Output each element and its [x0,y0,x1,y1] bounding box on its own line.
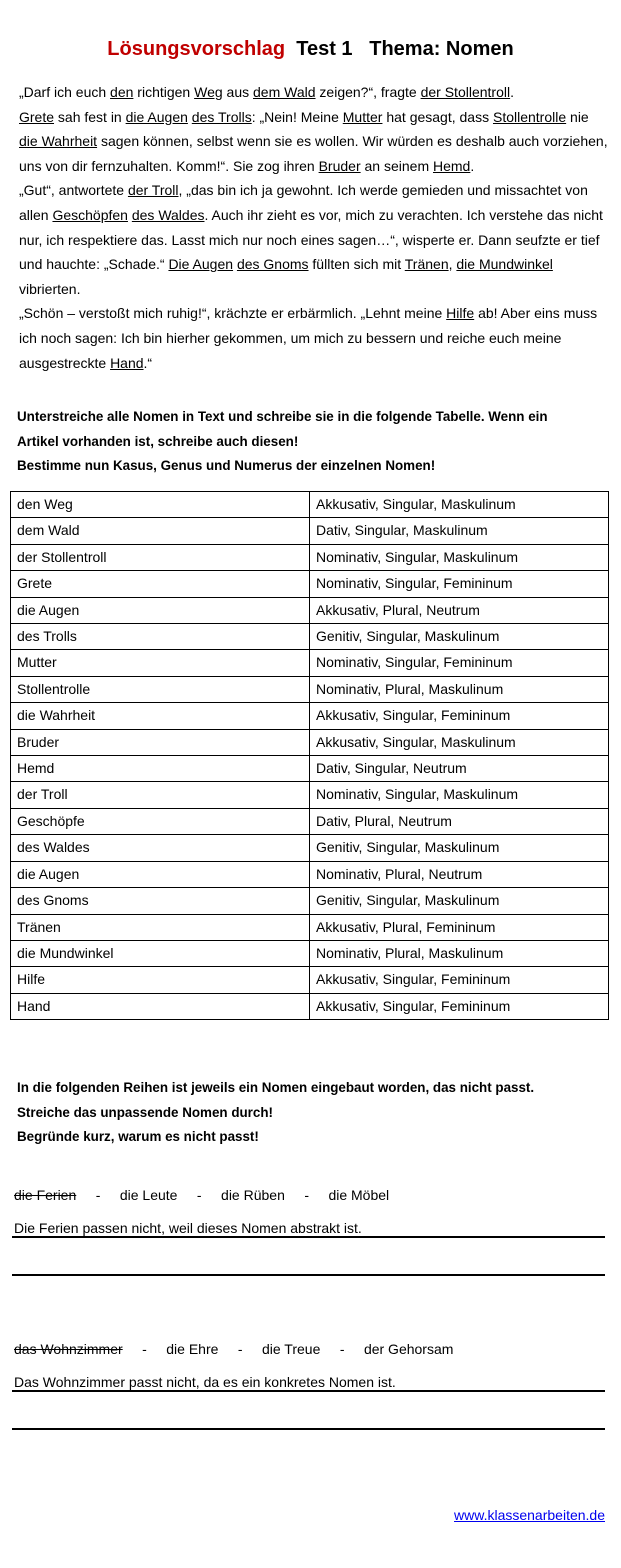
underlined-noun: Hand [110,354,144,371]
answer-line [12,1390,605,1392]
struck-noun: die Ferien [14,1187,77,1203]
story-text-segment: , „das bin ich ja gewohnt. Ich werde gemieden und missachtet von allen [19,182,588,223]
footer-link[interactable]: www.klassenarbeiten.de [454,1507,605,1523]
title-test: Test 1 [296,38,353,60]
story-paragraph [19,80,611,105]
story-text-segment: hat gesagt, dass [382,108,493,125]
story-text-segment: vibrierten. [19,280,81,297]
instruction-line: Artikel vorhanden ist, schreibe auch diesen! [17,433,299,449]
grammar-cell: Akkusativ, Singular, Femininum [310,993,609,1019]
table-row [11,650,609,676]
story-text-segment: aus [222,84,254,100]
grammar-cell: Dativ, Singular, Maskulinum [310,518,609,544]
noun-cell: Stollentrolle [11,676,310,702]
story-text-segment: zeigen?“, fragte [315,84,421,100]
story-text-segment: füllten sich mit [308,256,405,273]
instruction-line: In die folgenden Reihen ist jeweils ein Nomen eingebaut worden, das nicht passt. [17,1080,535,1095]
noun-cell: den Weg [11,492,310,518]
title-topic: Thema: Nomen [369,38,514,60]
table-row [11,940,609,966]
table-row [11,544,609,570]
underlined-noun: Bruder [318,157,361,174]
story-text-segment: sah fest in [54,108,126,125]
table-row [11,993,609,1019]
series-word: die Ehre [166,1341,219,1357]
table-row [11,861,609,887]
story-paragraph [19,105,611,179]
grammar-cell: Nominativ, Singular, Femininum [310,571,609,597]
grammar-cell: Genitiv, Singular, Maskulinum [310,835,609,861]
noun-cell: Hemd [11,756,310,782]
noun-cell: Mutter [11,650,310,676]
grammar-cell: Akkusativ, Singular, Maskulinum [310,492,609,518]
noun-cell: die Augen [11,597,310,623]
noun-cell: des Trolls [11,624,310,650]
underlined-noun: Die Augen [168,256,234,273]
table-row [11,703,609,729]
noun-cell: des Gnoms [11,888,310,914]
noun-cell: die Augen [11,861,310,887]
series-word: die Rüben [221,1187,285,1203]
task1-instructions [17,405,548,479]
title-solution: Lösungsvorschlag [107,38,286,60]
grammar-cell: Akkusativ, Singular, Femininum [310,703,609,729]
table-row [11,624,609,650]
underlined-noun: dem Wald [253,84,316,100]
noun-cell: Hand [11,993,310,1019]
instruction-line: Bestimme nun Kasus, Genus und Numerus der einzelnen Nomen! [17,458,436,474]
grammar-cell: Nominativ, Singular, Femininum [310,650,609,676]
noun-cell: des Waldes [11,835,310,861]
underlined-noun: der Stollentroll [420,84,511,100]
story-text-segment: , [448,256,457,273]
underlined-noun: Hilfe [446,305,475,322]
underlined-noun: die Wahrheit [19,133,98,150]
table-row [11,518,609,544]
struck-noun: das Wohnzimmer [14,1341,123,1357]
series-word: der Gehorsam [363,1341,454,1357]
grammar-cell: Genitiv, Singular, Maskulinum [310,888,609,914]
story-text-segment: . [510,84,514,100]
underlined-noun: Geschöpfen [52,206,128,223]
underlined-noun: des Gnoms [236,256,309,273]
noun-cell: Bruder [11,729,310,755]
instruction-line: Unterstreiche alle Nomen in Text und schreibe sie in die folgende Tabelle. Wenn ein [17,409,548,424]
underlined-noun: die Augen [125,108,188,125]
underlined-noun: des Waldes [131,206,205,223]
story-text-segment: .“ [143,354,153,371]
noun-cell: Geschöpfe [11,808,310,834]
underlined-noun: Stollentrolle [492,108,567,125]
underlined-noun: Tränen [404,256,449,273]
answer-series-2: Das Wohnzimmer passt nicht, da es ein konkretes Nomen ist. [14,1374,396,1390]
task2-instructions [17,1076,534,1150]
grammar-cell: Nominativ, Plural, Maskulinum [310,940,609,966]
underlined-noun: der Troll [127,182,179,199]
grammar-cell: Nominativ, Singular, Maskulinum [310,544,609,570]
table-row [11,571,609,597]
grammar-cell: Akkusativ, Plural, Neutrum [310,597,609,623]
story-text-segment: „Gut“, antwortete [19,182,128,199]
underlined-noun: Hemd [433,157,471,174]
series-word: die Möbel [328,1187,390,1203]
table-row [11,835,609,861]
table-row [11,967,609,993]
table-row [11,597,609,623]
grammar-cell: Nominativ, Plural, Neutrum [310,861,609,887]
underlined-noun: des Trolls [191,108,252,125]
underlined-noun: die Mundwinkel [456,256,553,273]
word-series-2: das Wohnzimmer - die Ehre - die Treue - der Gehorsam [14,1341,454,1357]
noun-cell: die Mundwinkel [11,940,310,966]
noun-table [10,491,609,1020]
answer-line [12,1274,605,1276]
page-title [0,38,621,61]
grammar-cell: Dativ, Singular, Neutrum [310,756,609,782]
table-row [11,756,609,782]
story-text [19,80,611,375]
story-text-segment: nie [566,108,589,125]
story-text-segment: . [470,157,475,174]
grammar-cell: Nominativ, Singular, Maskulinum [310,782,609,808]
underlined-noun: den [110,84,134,100]
answer-line [12,1236,605,1238]
underlined-noun: Mutter [342,108,383,125]
grammar-cell: Akkusativ, Singular, Femininum [310,967,609,993]
noun-cell: der Stollentroll [11,544,310,570]
grammar-cell: Nominativ, Plural, Maskulinum [310,676,609,702]
grammar-cell: Akkusativ, Plural, Femininum [310,914,609,940]
table-row [11,808,609,834]
story-paragraph [19,178,611,301]
series-word: die Leute [119,1187,178,1203]
series-word: die Treue [261,1341,321,1357]
underlined-noun: Grete [19,108,55,125]
story-text-segment: „Darf ich euch [19,84,111,100]
instruction-line: Streiche das unpassende Nomen durch! [17,1104,273,1120]
grammar-cell: Akkusativ, Singular, Maskulinum [310,729,609,755]
story-text-segment: ab! Aber eins muss ich noch sagen: Ich bin hierher gekommen, um mich zu bessern und reiche euch meine ausgestreckte [19,305,598,371]
story-text-segment: . Auch ihr zieht es vor, mich zu verachten. Ich verstehe das nicht nur, ich respektiere das. Lasst mich nur noch eines sagen…“, wisperte er. Dann seufzte er tief und hauchte: „Schade.“ [19,206,603,273]
word-series-1: die Ferien - die Leute - die Rüben - die Möbel [14,1187,390,1203]
grammar-cell: Dativ, Plural, Neutrum [310,808,609,834]
table-row [11,782,609,808]
noun-cell: Grete [11,571,310,597]
table-row [11,888,609,914]
noun-cell: dem Wald [11,518,310,544]
story-text-segment: : „Nein! Meine [251,108,343,125]
grammar-cell: Genitiv, Singular, Maskulinum [310,624,609,650]
answer-line [12,1428,605,1430]
table-row [11,729,609,755]
table-row [11,676,609,702]
story-paragraph [19,301,611,375]
table-row [11,492,609,518]
noun-cell: die Wahrheit [11,703,310,729]
instruction-line: Begründe kurz, warum es nicht passt! [17,1129,259,1145]
story-text-segment: „Schön – verstoßt mich ruhig!“, krächzte er erbärmlich. „Lehnt meine [19,305,447,322]
story-text-segment: richtigen [133,84,195,100]
answer-series-1: Die Ferien passen nicht, weil dieses Nomen abstrakt ist. [14,1220,362,1236]
noun-cell: Tränen [11,914,310,940]
noun-cell: Hilfe [11,967,310,993]
table-row [11,914,609,940]
noun-cell: der Troll [11,782,310,808]
story-text-segment: sagen können, selbst wenn sie es wollen. Wir würden es deshalb auch vorziehen, uns von dir fernzuhalten. Komm!“. Sie zog ihren [19,133,608,174]
underlined-noun: Weg [194,84,223,100]
story-text-segment: an seinem [360,157,433,174]
